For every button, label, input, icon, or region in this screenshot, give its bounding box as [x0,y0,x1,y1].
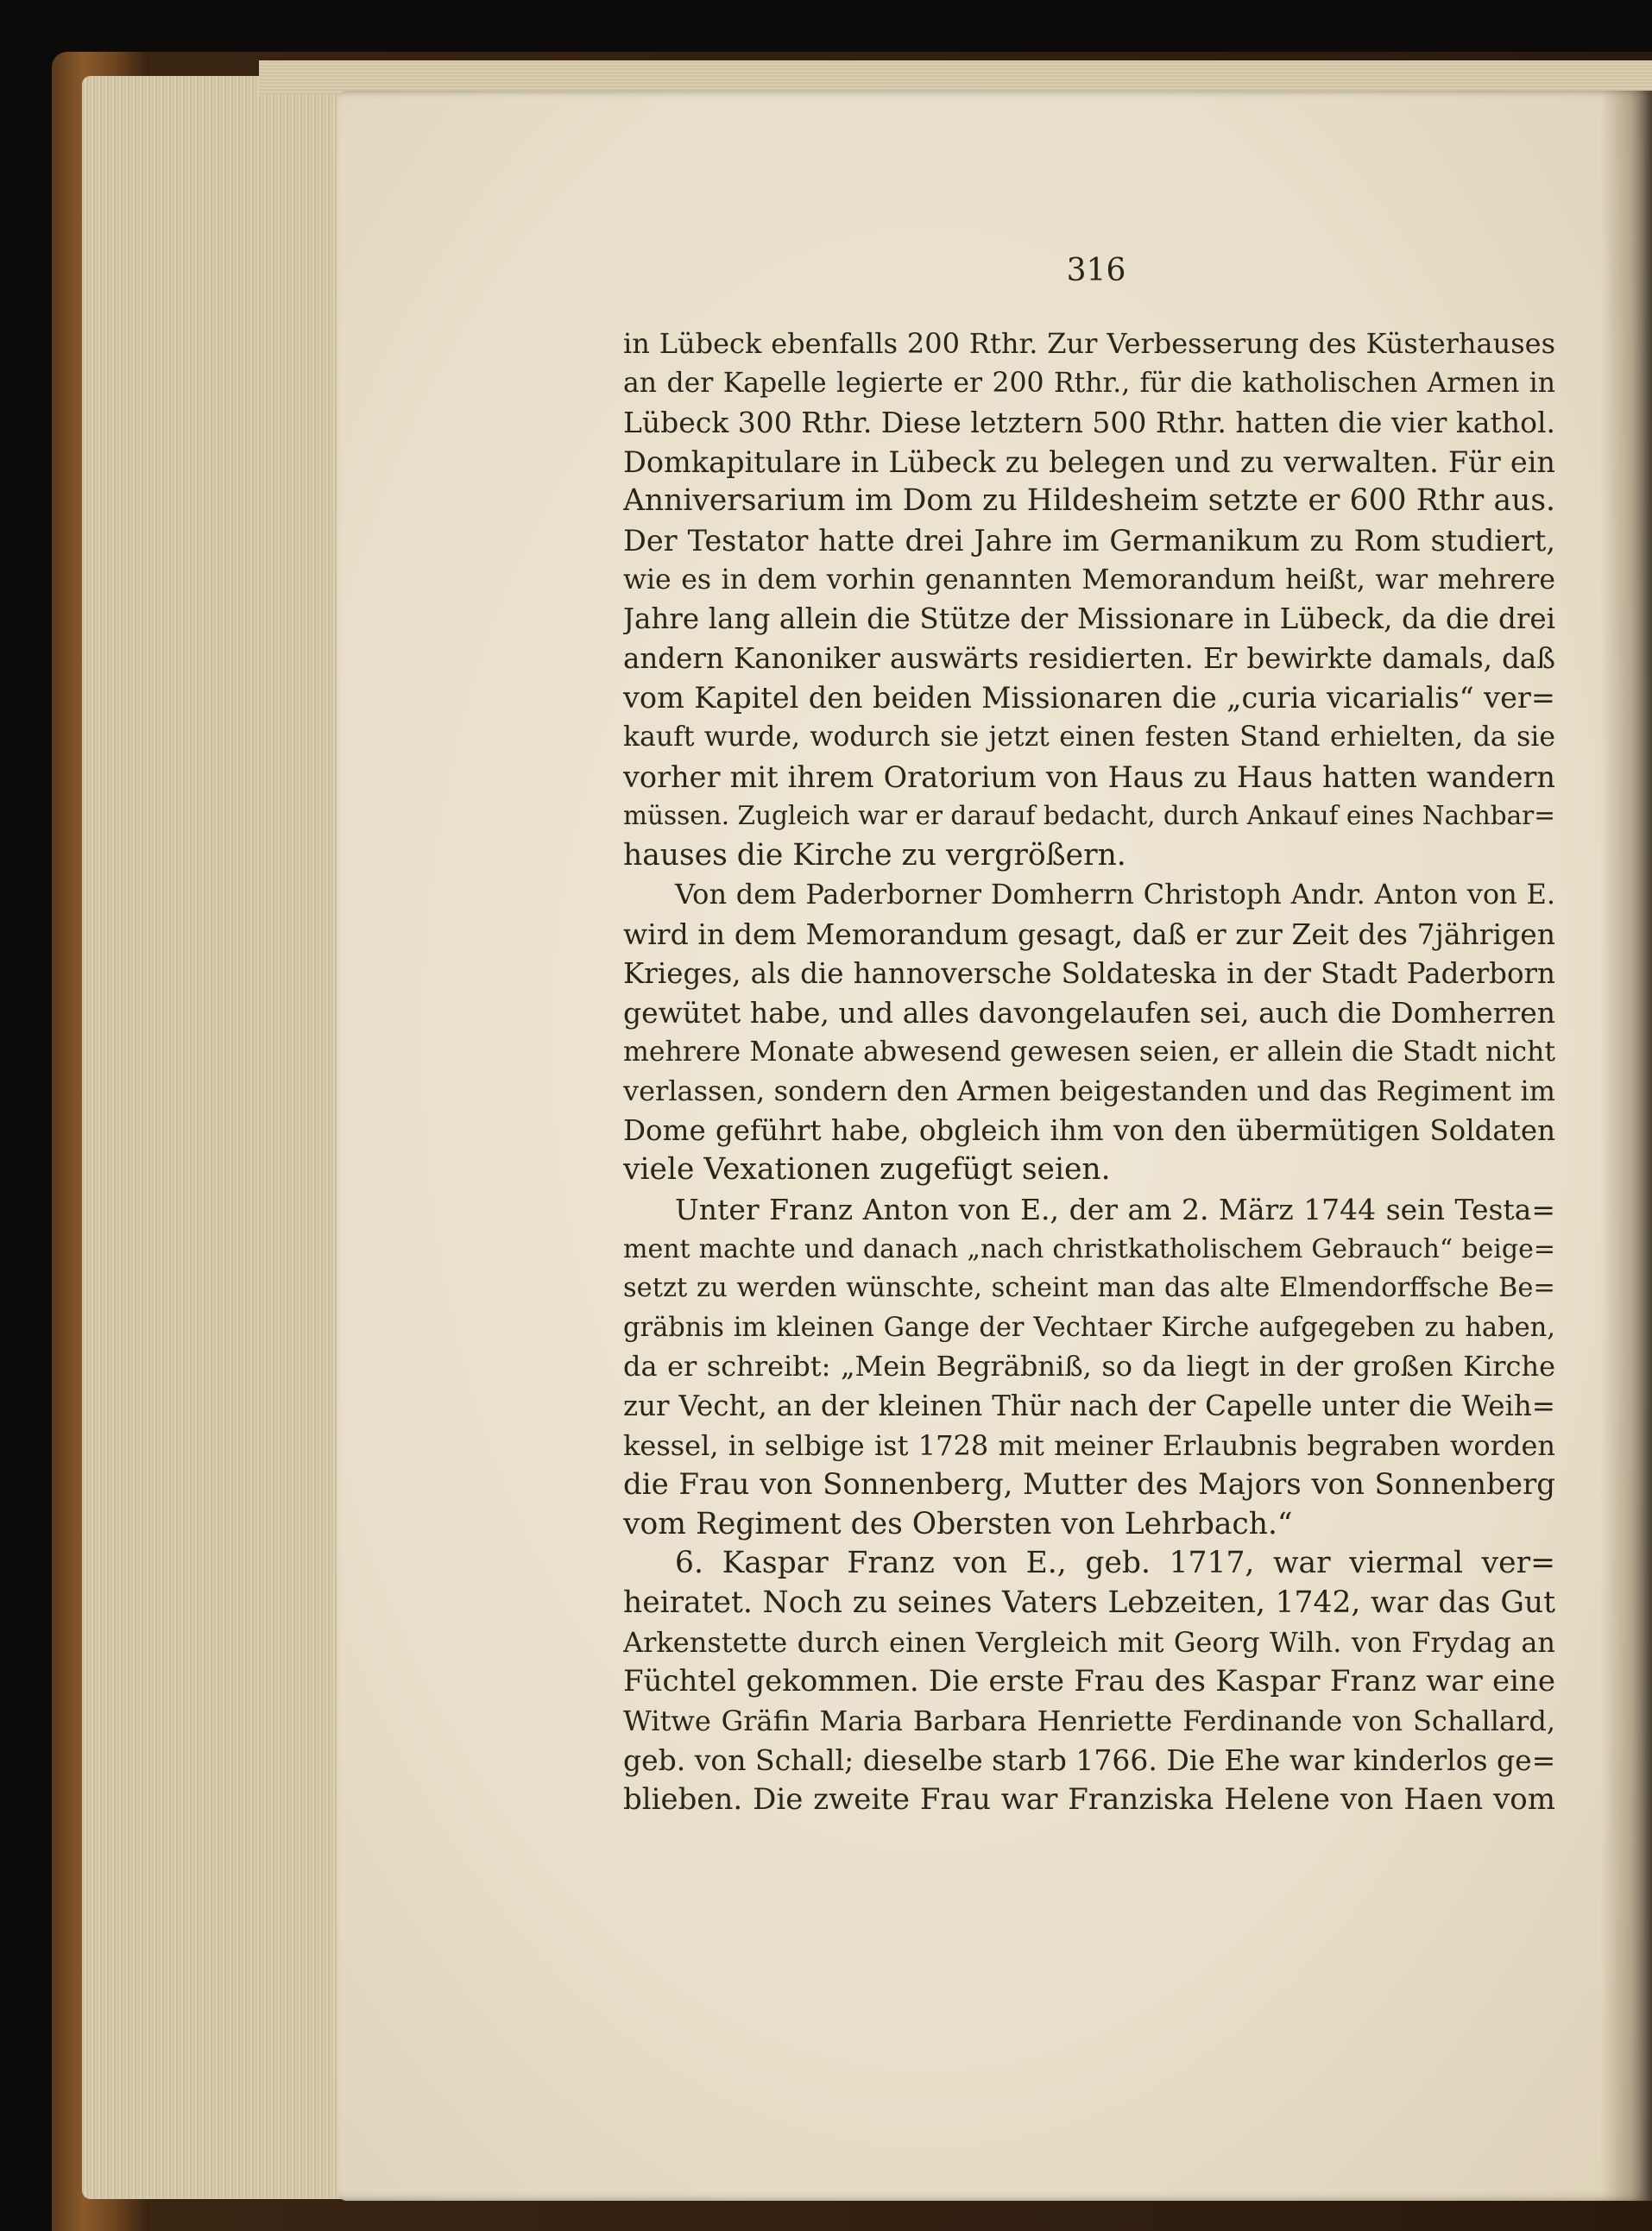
text-line: 6. Kaspar Franz von E., geb. 1717, war viermal ver= [675,1546,1555,1581]
text-line: Arkenstette durch einen Vergleich mit Georg Wilh. von Frydag an [623,1625,1555,1659]
text-line: kessel, in selbige ist 1728 mit meiner Erlaubnis begraben worden [623,1428,1555,1462]
page-edges-top [259,60,1652,95]
text-line: Von dem Paderborner Domherrn Christoph Andr. Anton von E. [675,878,1555,911]
text-line: wird in dem Memorandum gesagt, daß er zur Zeit des 7jährigen [623,917,1555,951]
text-line: Domkapitulare in Lübeck zu belegen und zu verwalten. Für ein [623,444,1555,479]
text-line: setzt zu werden wünschte, scheint man das alte Elmendorffsche Be= [623,1273,1555,1304]
text-line: mehrere Monate abwesend gewesen seien, er allein die Stadt nicht [623,1036,1555,1068]
page-number: 316 [1066,253,1126,288]
text-line: in Lübeck ebenfalls 200 Rthr. Zur Verbesserung des Küsterhauses [623,327,1555,360]
text-line: zur Vecht, an der kleinen Thür nach der Capelle unter die Weih= [623,1390,1555,1423]
body-text [623,325,1555,1820]
text-line: die Frau von Sonnenberg, Mutter des Majors von Sonnenberg [623,1467,1555,1503]
text-line: ment machte und danach „nach christkatholischem Gebrauch“ beige= [623,1233,1555,1264]
text-line: wie es in dem vorhin genannten Memorandum heißt, war mehrere [623,564,1555,596]
text-line: hauses die Kirche zu vergrößern. [623,837,1126,873]
text-line: geb. von Schall; dieselbe starb 1766. Die Ehe war kinderlos ge= [623,1743,1555,1778]
text-line: Anniversarium im Dom zu Hildesheim setzte er 600 Rthr aus. [623,483,1555,519]
text-line: kauft wurde, wodurch sie jetzt einen festen Stand erhielten, da sie [623,721,1555,753]
text-line: viele Vexationen zugefügt seien. [623,1152,1111,1188]
text-line: Witwe Gräfin Maria Barbara Henriette Ferdinande von Schallard, [623,1704,1555,1737]
text-line: Unter Franz Anton von E., der am 2. März 1744 sein Testa= [675,1193,1555,1227]
text-line: vorher mit ihrem Oratorium von Haus zu Haus hatten wandern [623,759,1555,794]
text-line: Der Testator hatte drei Jahre im Germanikum zu Rom studiert, [623,523,1555,558]
text-line: Dome geführt habe, obgleich ihm von den übermütigen Soldaten [623,1113,1555,1147]
text-line: Lübeck 300 Rthr. Diese letztern 500 Rthr. hatten die vier kathol. [623,406,1555,440]
text-line: da er schreibt: „Mein Begräbniß, so da liegt in der großen Kirche [623,1350,1555,1383]
text-line: gewütet habe, und alles davongelaufen sei, auch die Domherren [623,996,1555,1030]
text-line: vom Kapitel den beiden Missionaren die „curia vicarialis“ ver= [623,681,1555,715]
text-line: gräbnis im kleinen Gange der Vechtaer Kirche aufgegeben zu haben, [623,1312,1555,1343]
text-line: an der Kapelle legierte er 200 Rthr., für die katholischen Armen in [623,367,1555,399]
text-line: heiratet. Noch zu seines Vaters Lebzeiten, 1742, war das Gut [623,1585,1555,1620]
text-line: Krieges, als die hannoversche Soldateska in der Stadt Paderborn [623,956,1555,990]
text-line: vom Regiment des Obersten von Lehrbach.“ [623,1506,1293,1541]
text-line: blieben. Die zweite Frau war Franziska Helene von Haen vom [623,1781,1555,1817]
text-line: andern Kanoniker auswärts residierten. Er bewirkte damals, daß [623,641,1555,675]
text-line: Füchtel gekommen. Die erste Frau des Kaspar Franz war eine [623,1664,1555,1699]
page-gutter [1600,91,1652,2201]
text-line: Jahre lang allein die Stütze der Missionare in Lübeck, da die drei [623,602,1555,636]
text-line: verlassen, sondern den Armen beigestanden und das Regiment im [623,1075,1555,1108]
text-line: müssen. Zugleich war er darauf bedacht, durch Ankauf eines Nachbar= [623,801,1555,831]
